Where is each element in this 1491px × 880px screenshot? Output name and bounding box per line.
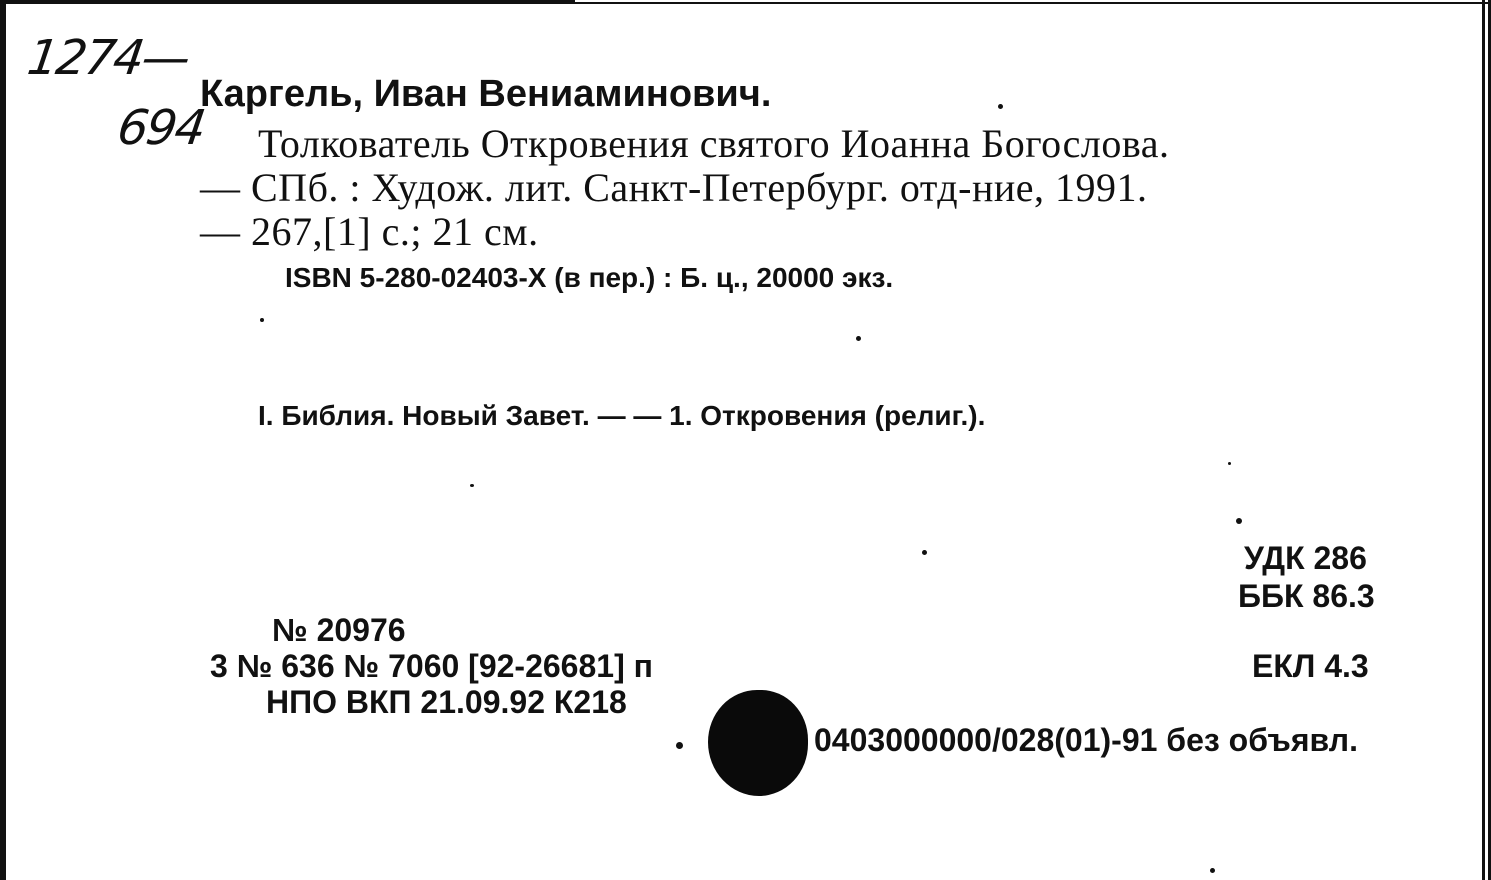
card-border-right: [1482, 0, 1485, 880]
registration-number: № 20976: [272, 612, 406, 648]
ink-speck: [676, 742, 683, 749]
card-border-top-right: [575, 2, 1491, 4]
ink-speck: [998, 104, 1003, 109]
card-border-top: [0, 0, 575, 4]
handwritten-code-line1: 1274—: [24, 30, 193, 86]
ink-speck: [856, 336, 861, 341]
author-heading: Каргель, Иван Вениаминович.: [200, 73, 772, 115]
ink-speck: [922, 550, 927, 555]
publisher-line: НПО ВКП 21.09.92 К218: [266, 684, 627, 720]
ink-speck: [1210, 868, 1215, 873]
ekl-code: ЕКЛ 4.3: [1252, 648, 1369, 684]
title-line-2: — СПб. : Худож. лит. Санкт-Петербург. отд-ние, 1991.: [200, 165, 1148, 210]
ink-speck: [470, 484, 474, 487]
card-border-left: [0, 0, 6, 880]
title-line-1: Толкователь Откровения святого Иоанна Богослова.: [258, 121, 1170, 166]
ink-speck: [1228, 462, 1231, 465]
isbn-line: ISBN 5-280-02403-X (в пер.) : Б. ц., 20000 экз.: [285, 262, 894, 293]
udk-code: УДК 286: [1244, 540, 1367, 576]
ink-speck: [260, 318, 264, 322]
ink-speck: [1236, 518, 1242, 524]
title-line-3: — 267,[1] с.; 21 см.: [200, 209, 539, 254]
publication-code: 0403000000/028(01)-91 без объявл.: [814, 722, 1359, 758]
subject-headings: I. Библия. Новый Завет. — — 1. Откровения (религ.).: [258, 400, 986, 431]
bbk-code: ББК 86.3: [1238, 578, 1375, 614]
order-line: 3 № 636 № 7060 [92-26681] п: [210, 648, 653, 684]
ink-blot: [708, 690, 808, 796]
handwritten-code-line2: 694: [114, 100, 208, 156]
